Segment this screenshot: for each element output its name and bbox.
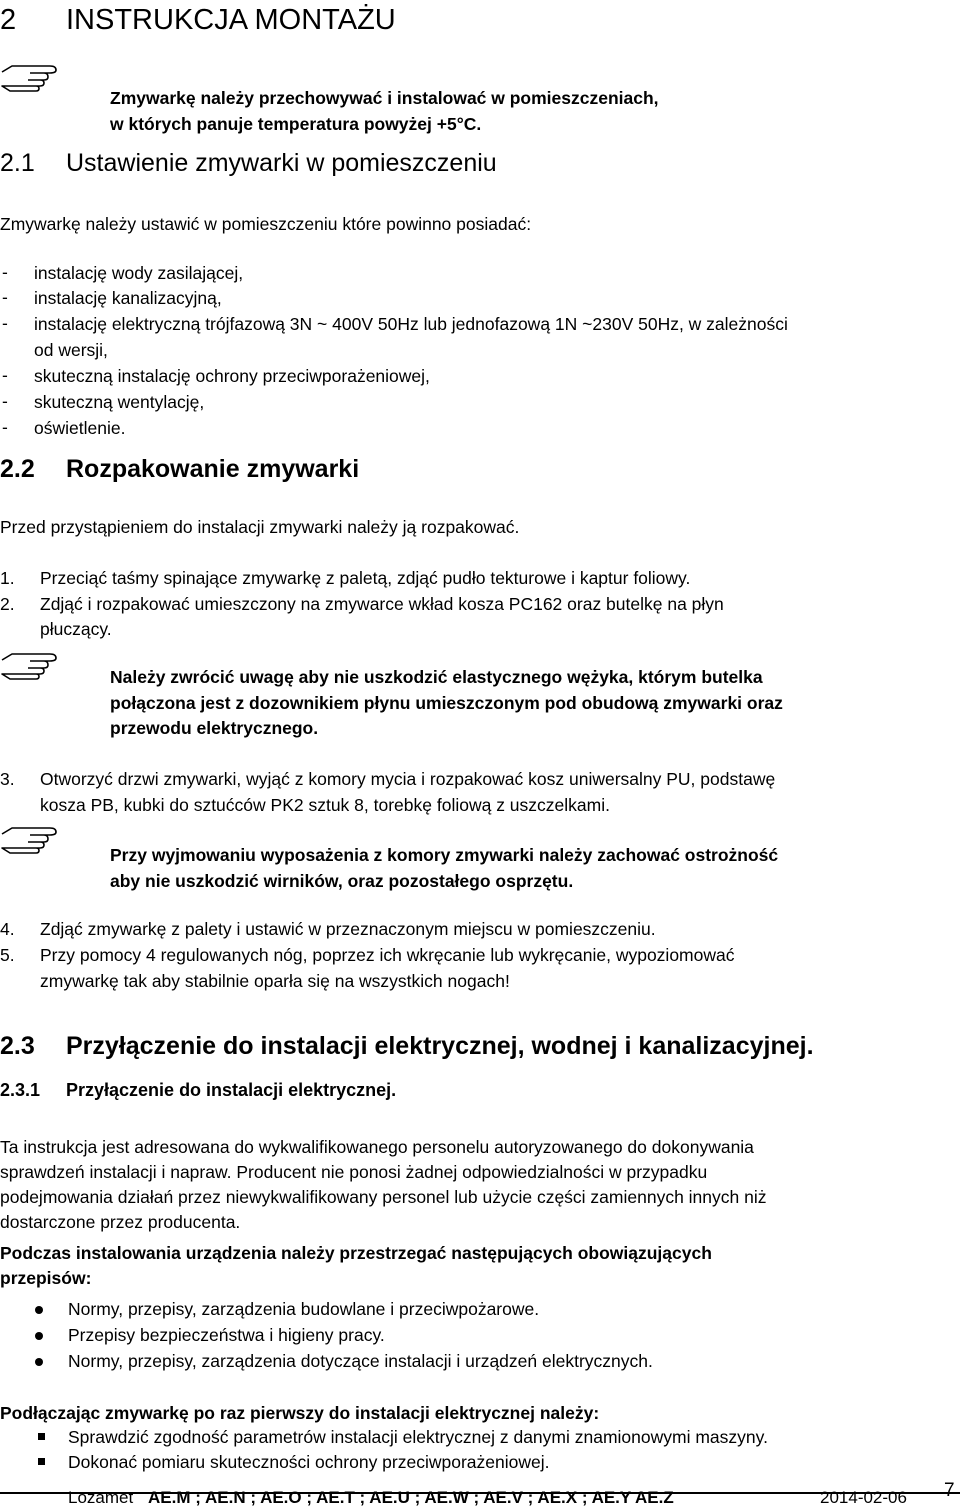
pointing-hand-icon bbox=[0, 648, 60, 682]
section-2-1-title: Ustawienie zmywarki w pomieszczeniu bbox=[66, 149, 497, 177]
warning-unpack-line2: aby nie uszkodzić wirników, oraz pozostałego osprzętu. bbox=[110, 871, 574, 891]
section-2-3-1-title: Przyłączenie do instalacji elektrycznej. bbox=[66, 1080, 397, 1100]
step-text: Zdjąć zmywarkę z palety i ustawić w przeznaczonym miejscu w pomieszczeniu. bbox=[40, 919, 656, 939]
chapter-title: INSTRUKCJA MONTAŻU bbox=[66, 4, 396, 36]
step-text: Otworzyć drzwi zmywarki, wyjąć z komory mycia i rozpakować kosz uniwersalny PU, podstawę bbox=[40, 769, 776, 789]
step-number: 2. bbox=[0, 594, 15, 614]
step-text: Zdjąć i rozpakować umieszczony na zmywarce wkład kosza PC162 oraz butelkę na płyn bbox=[40, 594, 724, 614]
list-item-continuation: od wersji, bbox=[34, 340, 108, 360]
regulation-item: Normy, przepisy, zarządzenia budowlane i przeciwpożarowe. bbox=[68, 1299, 540, 1319]
paragraph-line: dostarczone przez producenta. bbox=[0, 1212, 241, 1232]
list-item: oświetlenie. bbox=[34, 418, 126, 438]
first-connection-heading: Podłączając zmywarkę po raz pierwszy do instalacji elektrycznej należy: bbox=[0, 1403, 600, 1423]
square-bullet-icon bbox=[38, 1433, 45, 1440]
step-text-continuation: kosza PB, kubki do sztućców PK2 sztuk 8, torebkę foliową z uszczelkami. bbox=[40, 795, 610, 815]
footer-models: AE.M ; AE.N ; AE.O ; AE.T ; AE.U ; AE.W ; AE.V ; AE.X ; AE.Y AE.Z bbox=[148, 1488, 674, 1507]
step-number: 3. bbox=[0, 769, 15, 789]
first-connection-item: Sprawdzić zgodność parametrów instalacji elektrycznej z danymi znamionowymi maszyny. bbox=[68, 1427, 768, 1447]
square-bullet-icon bbox=[38, 1458, 45, 1465]
list-item: instalację elektryczną trójfazową 3N ~ 400V 50Hz lub jednofazową 1N ~230V 50Hz, w zależności bbox=[34, 314, 788, 334]
warning-hose-line2: połączona jest z dozownikiem płynu umieszczonym pod obudową zmywarki oraz bbox=[110, 693, 783, 713]
note-storage-line2: w których panuje temperatura powyżej +5°C. bbox=[110, 114, 482, 134]
footer-brand: Lozamet bbox=[68, 1488, 134, 1507]
bullet-icon bbox=[35, 1332, 43, 1340]
list-dash: - bbox=[2, 262, 8, 282]
step-number: 4. bbox=[0, 919, 15, 939]
regulation-item: Normy, przepisy, zarządzenia dotyczące instalacji i urządzeń elektrycznych. bbox=[68, 1351, 653, 1371]
list-dash: - bbox=[2, 287, 8, 307]
step-text: Przeciąć taśmy spinające zmywarkę z paletą, zdjąć pudło tekturowe i kaptur foliowy. bbox=[40, 568, 691, 588]
paragraph-line: sprawdzeń instalacji i napraw. Producent nie ponosi żadnej odpowiedzialności w przypadku bbox=[0, 1162, 708, 1182]
step-number: 1. bbox=[0, 568, 15, 588]
list-item: skuteczną instalację ochrony przeciwporażeniowej, bbox=[34, 366, 430, 386]
section-2-2-intro: Przed przystąpieniem do instalacji zmywarki należy ją rozpakować. bbox=[0, 517, 520, 537]
regulations-heading-continuation: przepisów: bbox=[0, 1268, 92, 1288]
paragraph-line: Ta instrukcja jest adresowana do wykwalifikowanego personelu autoryzowanego do dokonywania bbox=[0, 1137, 754, 1157]
page-number: 7 bbox=[944, 1480, 955, 1501]
section-2-1-intro: Zmywarkę należy ustawić w pomieszczeniu które powinno posiadać: bbox=[0, 214, 532, 234]
first-connection-item: Dokonać pomiaru skuteczności ochrony przeciwporażeniowej. bbox=[68, 1452, 550, 1472]
list-dash: - bbox=[2, 365, 8, 385]
list-item: instalację wody zasilającej, bbox=[34, 263, 244, 283]
paragraph-line: podejmowania działań przez niewykwalifikowany personel lub użycie części zamiennych innych niż bbox=[0, 1187, 767, 1207]
list-item: instalację kanalizacyjną, bbox=[34, 288, 222, 308]
bullet-icon bbox=[35, 1306, 43, 1314]
pointing-hand-icon bbox=[0, 60, 60, 94]
footer-date: 2014-02-06 bbox=[820, 1488, 907, 1507]
bullet-icon bbox=[35, 1358, 43, 1366]
list-dash: - bbox=[2, 391, 8, 411]
chapter-number: 2 bbox=[0, 4, 17, 36]
step-number: 5. bbox=[0, 945, 15, 965]
warning-unpack-line1: Przy wyjmowaniu wyposażenia z komory zmywarki należy zachować ostrożność bbox=[110, 845, 779, 865]
list-item: skuteczną wentylację, bbox=[34, 392, 205, 412]
pointing-hand-icon bbox=[0, 822, 60, 856]
warning-hose-line3: przewodu elektrycznego. bbox=[110, 718, 319, 738]
step-text-continuation: zmywarkę tak aby stabilnie oparła się na wszystkich nogach! bbox=[40, 971, 510, 991]
note-storage-line1: Zmywarkę należy przechowywać i instalować w pomieszczeniach, bbox=[110, 88, 659, 108]
step-text: Przy pomocy 4 regulowanych nóg, poprzez ich wkręcanie lub wykręcanie, wypoziomować bbox=[40, 945, 735, 965]
section-2-1-number: 2.1 bbox=[0, 149, 35, 177]
section-2-2-title: Rozpakowanie zmywarki bbox=[66, 455, 360, 483]
section-2-2-number: 2.2 bbox=[0, 455, 35, 483]
warning-hose-line1: Należy zwrócić uwagę aby nie uszkodzić elastycznego wężyka, którym butelka bbox=[110, 667, 763, 687]
section-2-3-1-number: 2.3.1 bbox=[0, 1080, 41, 1100]
step-text-continuation: płuczący. bbox=[40, 619, 112, 639]
section-2-3-title: Przyłączenie do instalacji elektrycznej, wodnej i kanalizacyjnej. bbox=[66, 1032, 814, 1060]
regulations-heading: Podczas instalowania urządzenia należy przestrzegać następujących obowiązujących bbox=[0, 1243, 712, 1263]
list-dash: - bbox=[2, 313, 8, 333]
section-2-3-number: 2.3 bbox=[0, 1032, 35, 1060]
regulation-item: Przepisy bezpieczeństwa i higieny pracy. bbox=[68, 1325, 385, 1345]
list-dash: - bbox=[2, 417, 8, 437]
